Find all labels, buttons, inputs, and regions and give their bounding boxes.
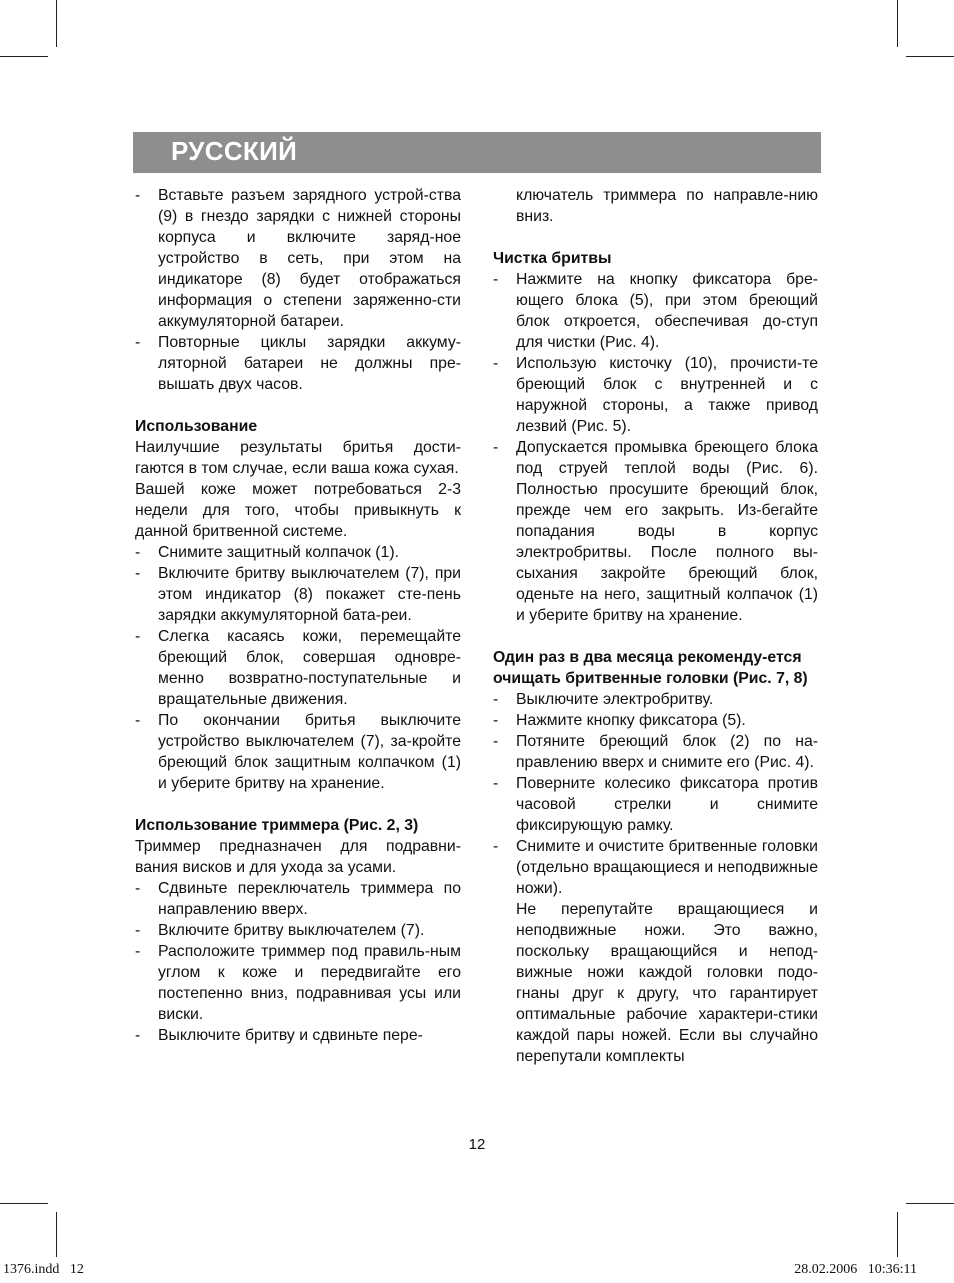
list-item	[493, 836, 818, 899]
list-item-text: Повторные циклы зарядки аккуму-ляторной батареи не должны пре-вышать двух часов.	[158, 334, 461, 393]
list-item	[135, 710, 461, 794]
list-item-text: Допускается промывка бреющего блока под струей теплой воды (Рис. 6). Полностью просушите бреющий блок, прежде чем его закрыть. Из-бегайте попадания воды в корпус электробритвы. После полного вы-сыхания закройте бреющий блок, оденьте на него, защитный колпачок (1) и уберите бритву на хранение.	[516, 439, 818, 624]
list-item-text: По окончании бритья выключите устройство выключателем (7), за-кройте бреющий блок защитным колпачком (1) и уберите бритву на хранение.	[158, 712, 461, 792]
paragraph: Не перепутайте вращающиеся и неподвижные ножи. Это важно, поскольку вращающийся и непод-вижные ножи каждой головки подо-гнаны друг к другу, что гарантирует оптимальные рабочие характери-стики каждой пары ножей. Если вы случайно перепутали комплекты	[516, 901, 818, 1065]
bullet-dash: -	[493, 355, 499, 372]
list-item	[135, 1025, 461, 1046]
list-item-text: Включите бритву выключателем (7), при этом индикатор (8) покажет сте-пень зарядки аккумуляторной бата-реи.	[158, 565, 461, 624]
list-item-text: Вставьте разъем зарядного устрой-ства (9) в гнездо зарядки с нижней стороны корпуса и включите заряд-ное устройство в сеть, при этом на индикаторе (8) будет отображаться информация о степени заряженно-сти аккумуляторной батареи.	[158, 187, 461, 330]
paragraph: ключатель триммера по направле-нию вниз.	[516, 187, 818, 225]
list-item	[135, 941, 461, 1025]
left-text-column	[135, 185, 461, 1046]
right-text-column	[493, 185, 818, 1067]
list-item	[493, 731, 818, 773]
language-title: РУССКИЙ	[171, 136, 298, 166]
bullet-dash: -	[493, 733, 499, 750]
list-item-text: Использую кисточку (10), прочисти-те бреющий блок с внутренней и с наружной стороны, а также привод лезвий (Рис. 5).	[516, 355, 818, 435]
crop-mark-bottom-right-v	[897, 1212, 898, 1257]
paragraph-spacer	[493, 227, 818, 248]
bullet-dash: -	[493, 439, 499, 456]
list-item	[135, 878, 461, 920]
list-item-text: Выключите бритву и сдвиньте пере-	[158, 1027, 423, 1044]
bullet-dash: -	[493, 271, 499, 288]
bullet-dash: -	[135, 187, 141, 204]
crop-mark-top-right-v	[897, 0, 898, 47]
bullet-dash: -	[493, 712, 499, 729]
paragraph: Триммер предназначен для подравни-вания висков и для ухода за усами.	[135, 838, 461, 876]
bullet-dash: -	[135, 544, 141, 561]
section-heading: Использование триммера (Рис. 2, 3)	[135, 817, 419, 834]
bullet-dash: -	[135, 565, 141, 582]
crop-mark-top-right-h	[906, 56, 954, 57]
list-item-text: Выключите электробритву.	[516, 691, 714, 708]
list-item-text: Снимите защитный колпачок (1).	[158, 544, 399, 561]
bullet-dash: -	[493, 775, 499, 792]
list-item	[135, 920, 461, 941]
page-number: 12	[468, 1136, 486, 1153]
list-item-text: Сдвиньте переключатель триммера по направлению вверх.	[158, 880, 461, 918]
crop-mark-bottom-left-v	[56, 1212, 57, 1257]
bullet-dash: -	[135, 1027, 141, 1044]
print-slug-timestamp: 28.02.2006 10:36:11	[794, 1262, 917, 1277]
bullet-dash: -	[135, 922, 141, 939]
paragraph: Вашей коже может потребоваться 2-3 недели для того, чтобы привыкнуть к данной бритвенной системе.	[135, 481, 461, 540]
bullet-dash: -	[135, 334, 141, 351]
list-item	[493, 269, 818, 353]
list-item	[135, 332, 461, 395]
list-item	[135, 185, 461, 332]
list-item	[135, 563, 461, 626]
list-item-text: Включите бритву выключателем (7).	[158, 922, 425, 939]
section-heading: Чистка бритвы	[493, 250, 612, 267]
crop-mark-bottom-left-h	[0, 1203, 48, 1204]
list-item-text: Нажмите на кнопку фиксатора бре-ющего блока (5), при этом бреющий блок откроется, обеспечивая до-ступ для чистки (Рис. 4).	[516, 271, 818, 351]
list-item	[493, 437, 818, 626]
list-item	[493, 353, 818, 437]
crop-mark-bottom-right-h	[906, 1203, 954, 1204]
list-item	[493, 773, 818, 836]
bullet-dash: -	[135, 712, 141, 729]
list-item	[493, 689, 818, 710]
list-item	[135, 542, 461, 563]
bullet-dash: -	[135, 943, 141, 960]
crop-mark-top-left-v	[56, 0, 57, 47]
bullet-dash: -	[493, 691, 499, 708]
bullet-dash: -	[493, 838, 499, 855]
bullet-dash: -	[135, 880, 141, 897]
list-item-text: Нажмите кнопку фиксатора (5).	[516, 712, 746, 729]
bullet-dash: -	[135, 628, 141, 645]
list-item-text: Слегка касаясь кожи, перемещайте бреющий блок, совершая одновре-менно возвратно-поступательные и вращательные движения.	[158, 628, 461, 708]
section-heading: Использование	[135, 418, 258, 435]
paragraph-spacer	[135, 395, 461, 416]
list-item	[493, 710, 818, 731]
list-item	[135, 626, 461, 710]
print-slug-filename: 1376.indd 12	[3, 1262, 84, 1277]
language-banner	[133, 132, 821, 173]
section-heading: Один раз в два месяца рекоменду-ется очищать бритвенные головки (Рис. 7, 8)	[493, 649, 808, 687]
crop-mark-top-left-h	[0, 56, 48, 57]
list-item-text: Поверните колесико фиксатора против часовой стрелки и снимите фиксирующую рамку.	[516, 775, 818, 834]
paragraph-spacer	[135, 794, 461, 815]
list-item-text: Расположите триммер под правиль-ным углом к коже и передвигайте его постепенно вниз, подравнивая усы или виски.	[158, 943, 461, 1023]
paragraph-spacer	[493, 626, 818, 647]
paragraph: Наилучшие результаты бритья дости-гаются в том случае, если ваша кожа сухая.	[135, 439, 461, 477]
list-item-text: Снимите и очистите бритвенные головки (отдельно вращающиеся и неподвижные ножи).	[516, 838, 818, 897]
list-item-text: Потяните бреющий блок (2) по на-правлению вверх и снимите его (Рис. 4).	[516, 733, 818, 771]
